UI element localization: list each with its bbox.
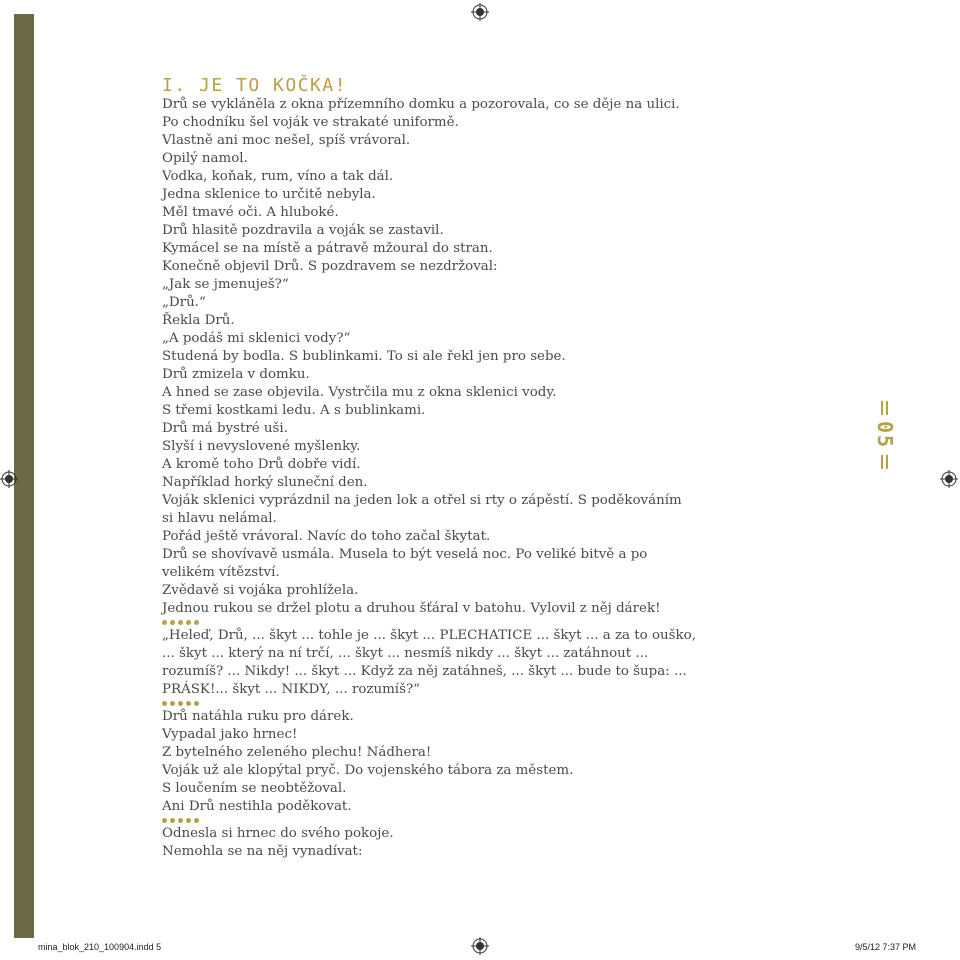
registration-mark-icon — [940, 470, 958, 488]
divider-dot — [186, 701, 191, 706]
divider-dot — [194, 818, 199, 823]
divider-dot — [170, 620, 175, 625]
text-line: Po chodníku šel voják ve strakaté uniformě. — [162, 115, 459, 130]
text-line: Drů se vykláněla z okna přízemního domku a pozorovala, co se děje na ulici. — [162, 97, 680, 112]
text-line: A kromě toho Drů dobře vidí. — [162, 457, 361, 472]
divider-dot — [170, 818, 175, 823]
text-line: Měl tmavé oči. A hluboké. — [162, 205, 339, 220]
text-line: Ani Drů nestihla poděkovat. — [162, 799, 352, 814]
chapter-title: I. JE TO KOČKA! — [162, 75, 348, 96]
text-line: Odnesla si hrnec do svého pokoje. — [162, 826, 394, 841]
text-line: Kymácel se na místě a pátravě mžoural do stran. — [162, 241, 493, 256]
text-line: „Drů.“ — [162, 295, 206, 310]
text-line: rozumíš? ... Nikdy! ... škyt ... Když za něj zatáhneš, ... škyt ... bude to šupa: ... — [162, 664, 687, 679]
divider-dot — [194, 701, 199, 706]
text-line: Řekla Drů. — [162, 313, 235, 328]
slug-datetime: 9/5/12 7:37 PM — [855, 942, 917, 952]
text-line: velikém vítězství. — [162, 565, 280, 580]
text-line: A hned se zase objevila. Vystrčila mu z okna sklenici vody. — [162, 385, 557, 400]
text-line: „Heleď, Drů, ... škyt ... tohle je ... škyt ... PLECHATICE ... škyt ... a za to ouško, — [162, 628, 696, 643]
text-line: Konečně objevil Drů. S pozdravem se nezdržoval: — [162, 259, 498, 274]
text-line: si hlavu nelámal. — [162, 511, 277, 526]
text-line: Drů zmizela v domku. — [162, 367, 310, 382]
section-divider-dots — [162, 699, 682, 708]
registration-mark-icon — [0, 470, 18, 488]
text-line: „A podáš mi sklenici vody?“ — [162, 331, 351, 346]
text-line: Vodka, koňak, rum, víno a tak dál. — [162, 169, 394, 184]
divider-dot — [186, 818, 191, 823]
divider-dot — [178, 620, 183, 625]
text-line: Opilý namol. — [162, 151, 248, 166]
section-divider-dots — [162, 816, 682, 825]
text-line: Slyší i nevyslovené myšlenky. — [162, 439, 361, 454]
text-line: Drů natáhla ruku pro dárek. — [162, 709, 354, 724]
page-number: 05 — [873, 420, 897, 450]
divider-dot — [162, 818, 167, 823]
text-line: S třemi kostkami ledu. A s bublinkami. — [162, 403, 426, 418]
divider-dot — [178, 701, 183, 706]
text-line: Drů hlasitě pozdravila a voják se zastavil. — [162, 223, 444, 238]
text-line: Drů má bystré uši. — [162, 421, 288, 436]
slug-filename: mina_blok_210_100904.indd 5 — [38, 942, 162, 952]
ornament-bars — [882, 401, 889, 415]
divider-dot — [162, 620, 167, 625]
registration-mark-icon — [471, 3, 489, 21]
section-divider-dots — [162, 618, 682, 627]
ornament-bars — [882, 455, 889, 469]
text-line: Zvědavě si vojáka prohlížela. — [162, 583, 359, 598]
text-line: Z bytelného zeleného plechu! Nádhera! — [162, 745, 432, 760]
divider-dot — [170, 701, 175, 706]
text-line: Vypadal jako hrnec! — [162, 727, 298, 742]
text-line: „Jak se jmenuješ?“ — [162, 277, 289, 292]
text-line: Jedna sklenice to určitě nebyla. — [162, 187, 376, 202]
text-line: Voják sklenici vyprázdnil na jeden lok a otřel si rty o zápěstí. S poděkováním — [162, 493, 682, 508]
divider-dot — [178, 818, 183, 823]
divider-dot — [186, 620, 191, 625]
text-line: Drů se shovívavě usmála. Musela to být veselá noc. Po veliké bitvě a po — [162, 547, 648, 562]
text-line: Například horký sluneční den. — [162, 475, 368, 490]
text-line: Nemohla se na něj vynadívat: — [162, 844, 363, 859]
page-number-ornament — [873, 401, 897, 469]
text-line: Studená by bodla. S bublinkami. To si ale řekl jen pro sebe. — [162, 349, 566, 364]
story-body — [162, 96, 696, 861]
divider-dot — [162, 701, 167, 706]
registration-mark-icon — [471, 937, 489, 955]
text-line: Pořád ještě vrávoral. Navíc do toho začal škytat. — [162, 529, 491, 544]
text-line: Jednou rukou se držel plotu a druhou šťáral v batohu. Vylovil z něj dárek! — [162, 601, 661, 616]
text-line: Voják už ale klopýtal pryč. Do vojenského tábora za městem. — [162, 763, 574, 778]
text-line: S loučením se neobtěžoval. — [162, 781, 347, 796]
text-line: Vlastně ani moc nešel, spíš vrávoral. — [162, 133, 411, 148]
text-line: PRÁSK!... škyt ... NIKDY, ... rozumíš?“ — [162, 682, 420, 697]
text-line: ... škyt ... který na ní trčí, ... škyt ... nesmíš nikdy ... škyt ... zatáhnout ... — [162, 646, 649, 661]
divider-dot — [194, 620, 199, 625]
